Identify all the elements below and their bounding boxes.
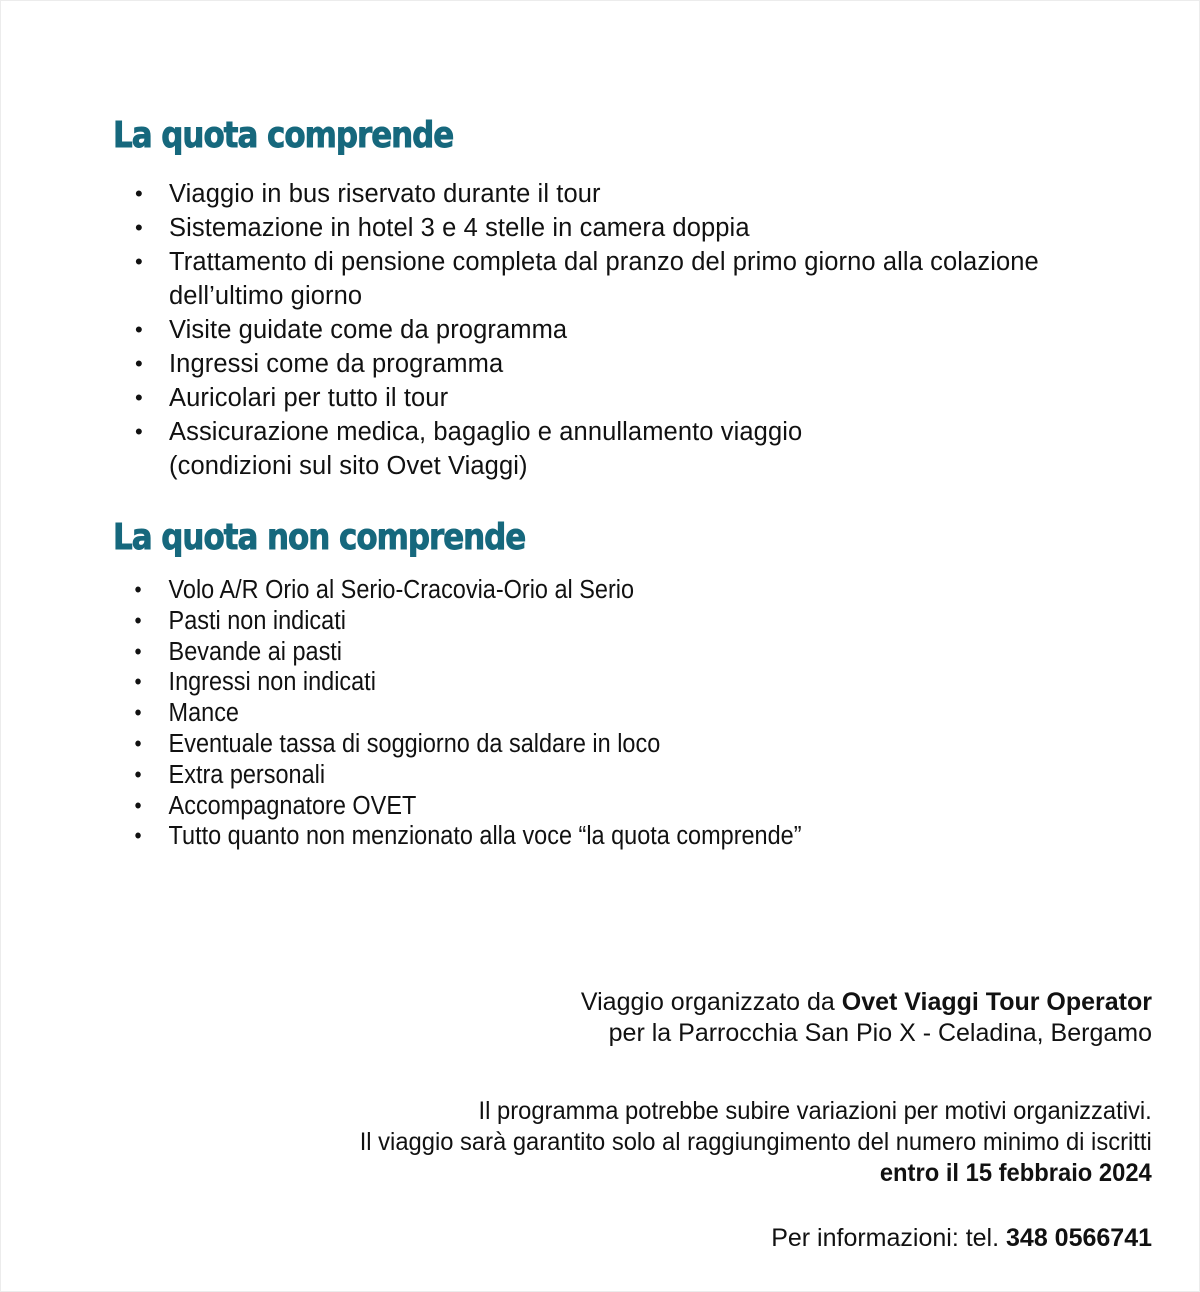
- bullet-icon: •: [134, 607, 142, 633]
- excludes-item-text: Eventuale tassa di soggiorno da saldare in loco: [168, 729, 661, 758]
- includes-item: [129, 211, 1039, 245]
- excludes-item-text: Extra personali: [168, 760, 326, 789]
- excludes-item-text: Accompagnatore OVET: [168, 791, 417, 820]
- excludes-item: [129, 791, 802, 822]
- excludes-item-text: Bevande ai pasti: [168, 637, 343, 666]
- excludes-item: [129, 637, 802, 668]
- excludes-item: [129, 667, 802, 698]
- includes-item: [129, 313, 1039, 347]
- includes-item-text: Assicurazione medica, bagaglio e annullamento viaggio: [169, 418, 803, 446]
- bullet-icon: •: [134, 669, 142, 695]
- includes-item: [129, 177, 1039, 211]
- includes-item: [129, 347, 1039, 381]
- excludes-item: [129, 821, 802, 852]
- notice-deadline: entro il 15 febbraio 2024: [880, 1159, 1152, 1187]
- bullet-icon: •: [134, 823, 142, 849]
- excludes-item-text: Volo A/R Orio al Serio-Cracovia-Orio al Serio: [168, 576, 635, 604]
- excludes-item: [129, 575, 802, 606]
- includes-item-text: Auricolari per tutto il tour: [169, 384, 449, 412]
- excludes-item: [129, 698, 802, 729]
- section-title-includes: La quota comprende: [113, 115, 454, 156]
- bullet-icon: •: [134, 700, 142, 726]
- excludes-item-text: Tutto quanto non menzionato alla voce “la quota comprende”: [168, 822, 802, 851]
- includes-item: [129, 245, 1039, 313]
- organizer-block: [581, 987, 1152, 1049]
- contact-info: [771, 1223, 1152, 1254]
- includes-item-text: Trattamento di pensione completa dal pranzo del primo giorno alla colazione: [169, 248, 1039, 276]
- bullet-icon: •: [135, 385, 143, 410]
- bullet-icon: •: [134, 577, 142, 602]
- organizer-line: [581, 987, 1152, 1018]
- bullet-icon: •: [135, 215, 143, 240]
- includes-item-text: dell’ultimo giorno: [169, 282, 363, 310]
- includes-item: [129, 415, 1039, 483]
- excludes-item: [129, 760, 802, 791]
- bullet-icon: •: [135, 351, 143, 376]
- bullet-icon: •: [134, 761, 142, 787]
- includes-list: [129, 177, 1039, 483]
- includes-item-text: (condizioni sul sito Ovet Viaggi): [169, 452, 528, 480]
- bullet-icon: •: [135, 317, 143, 342]
- organizer-for-line: per la Parrocchia San Pio X - Celadina, Bergamo: [608, 1019, 1152, 1047]
- contact-prefix: Per informazioni: tel.: [771, 1224, 1007, 1252]
- bullet-icon: •: [134, 792, 142, 818]
- includes-item-text: Viaggio in bus riservato durante il tour: [169, 180, 601, 208]
- excludes-item-text: Pasti non indicati: [168, 606, 346, 635]
- contact-phone[interactable]: 348 0566741: [1006, 1224, 1152, 1252]
- includes-item-text: Visite guidate come da programma: [169, 316, 568, 344]
- includes-item-text: Sistemazione in hotel 3 e 4 stelle in camera doppia: [169, 214, 750, 242]
- excludes-item: [129, 606, 802, 637]
- excludes-item: [129, 729, 802, 760]
- bullet-icon: •: [135, 419, 143, 444]
- bullet-icon: •: [134, 638, 142, 664]
- notice-block: [360, 1096, 1152, 1189]
- bullet-icon: •: [135, 181, 143, 206]
- section-title-excludes: La quota non comprende: [113, 517, 526, 558]
- notice-line-2: Il viaggio sarà garantito solo al raggiungimento del numero minimo di iscritti: [359, 1128, 1152, 1156]
- bullet-icon: •: [134, 730, 142, 756]
- excludes-item-text: Ingressi non indicati: [168, 668, 376, 697]
- bullet-icon: •: [135, 249, 143, 274]
- notice-line-1: Il programma potrebbe subire variazioni per motivi organizzativi.: [478, 1097, 1152, 1125]
- includes-item-text: Ingressi come da programma: [169, 350, 504, 378]
- excludes-list: [129, 575, 802, 852]
- includes-item: [129, 381, 1039, 415]
- organizer-prefix: Viaggio organizzato da: [580, 988, 842, 1016]
- excludes-item-text: Mance: [168, 699, 239, 728]
- organizer-company: Ovet Viaggi Tour Operator: [841, 988, 1152, 1016]
